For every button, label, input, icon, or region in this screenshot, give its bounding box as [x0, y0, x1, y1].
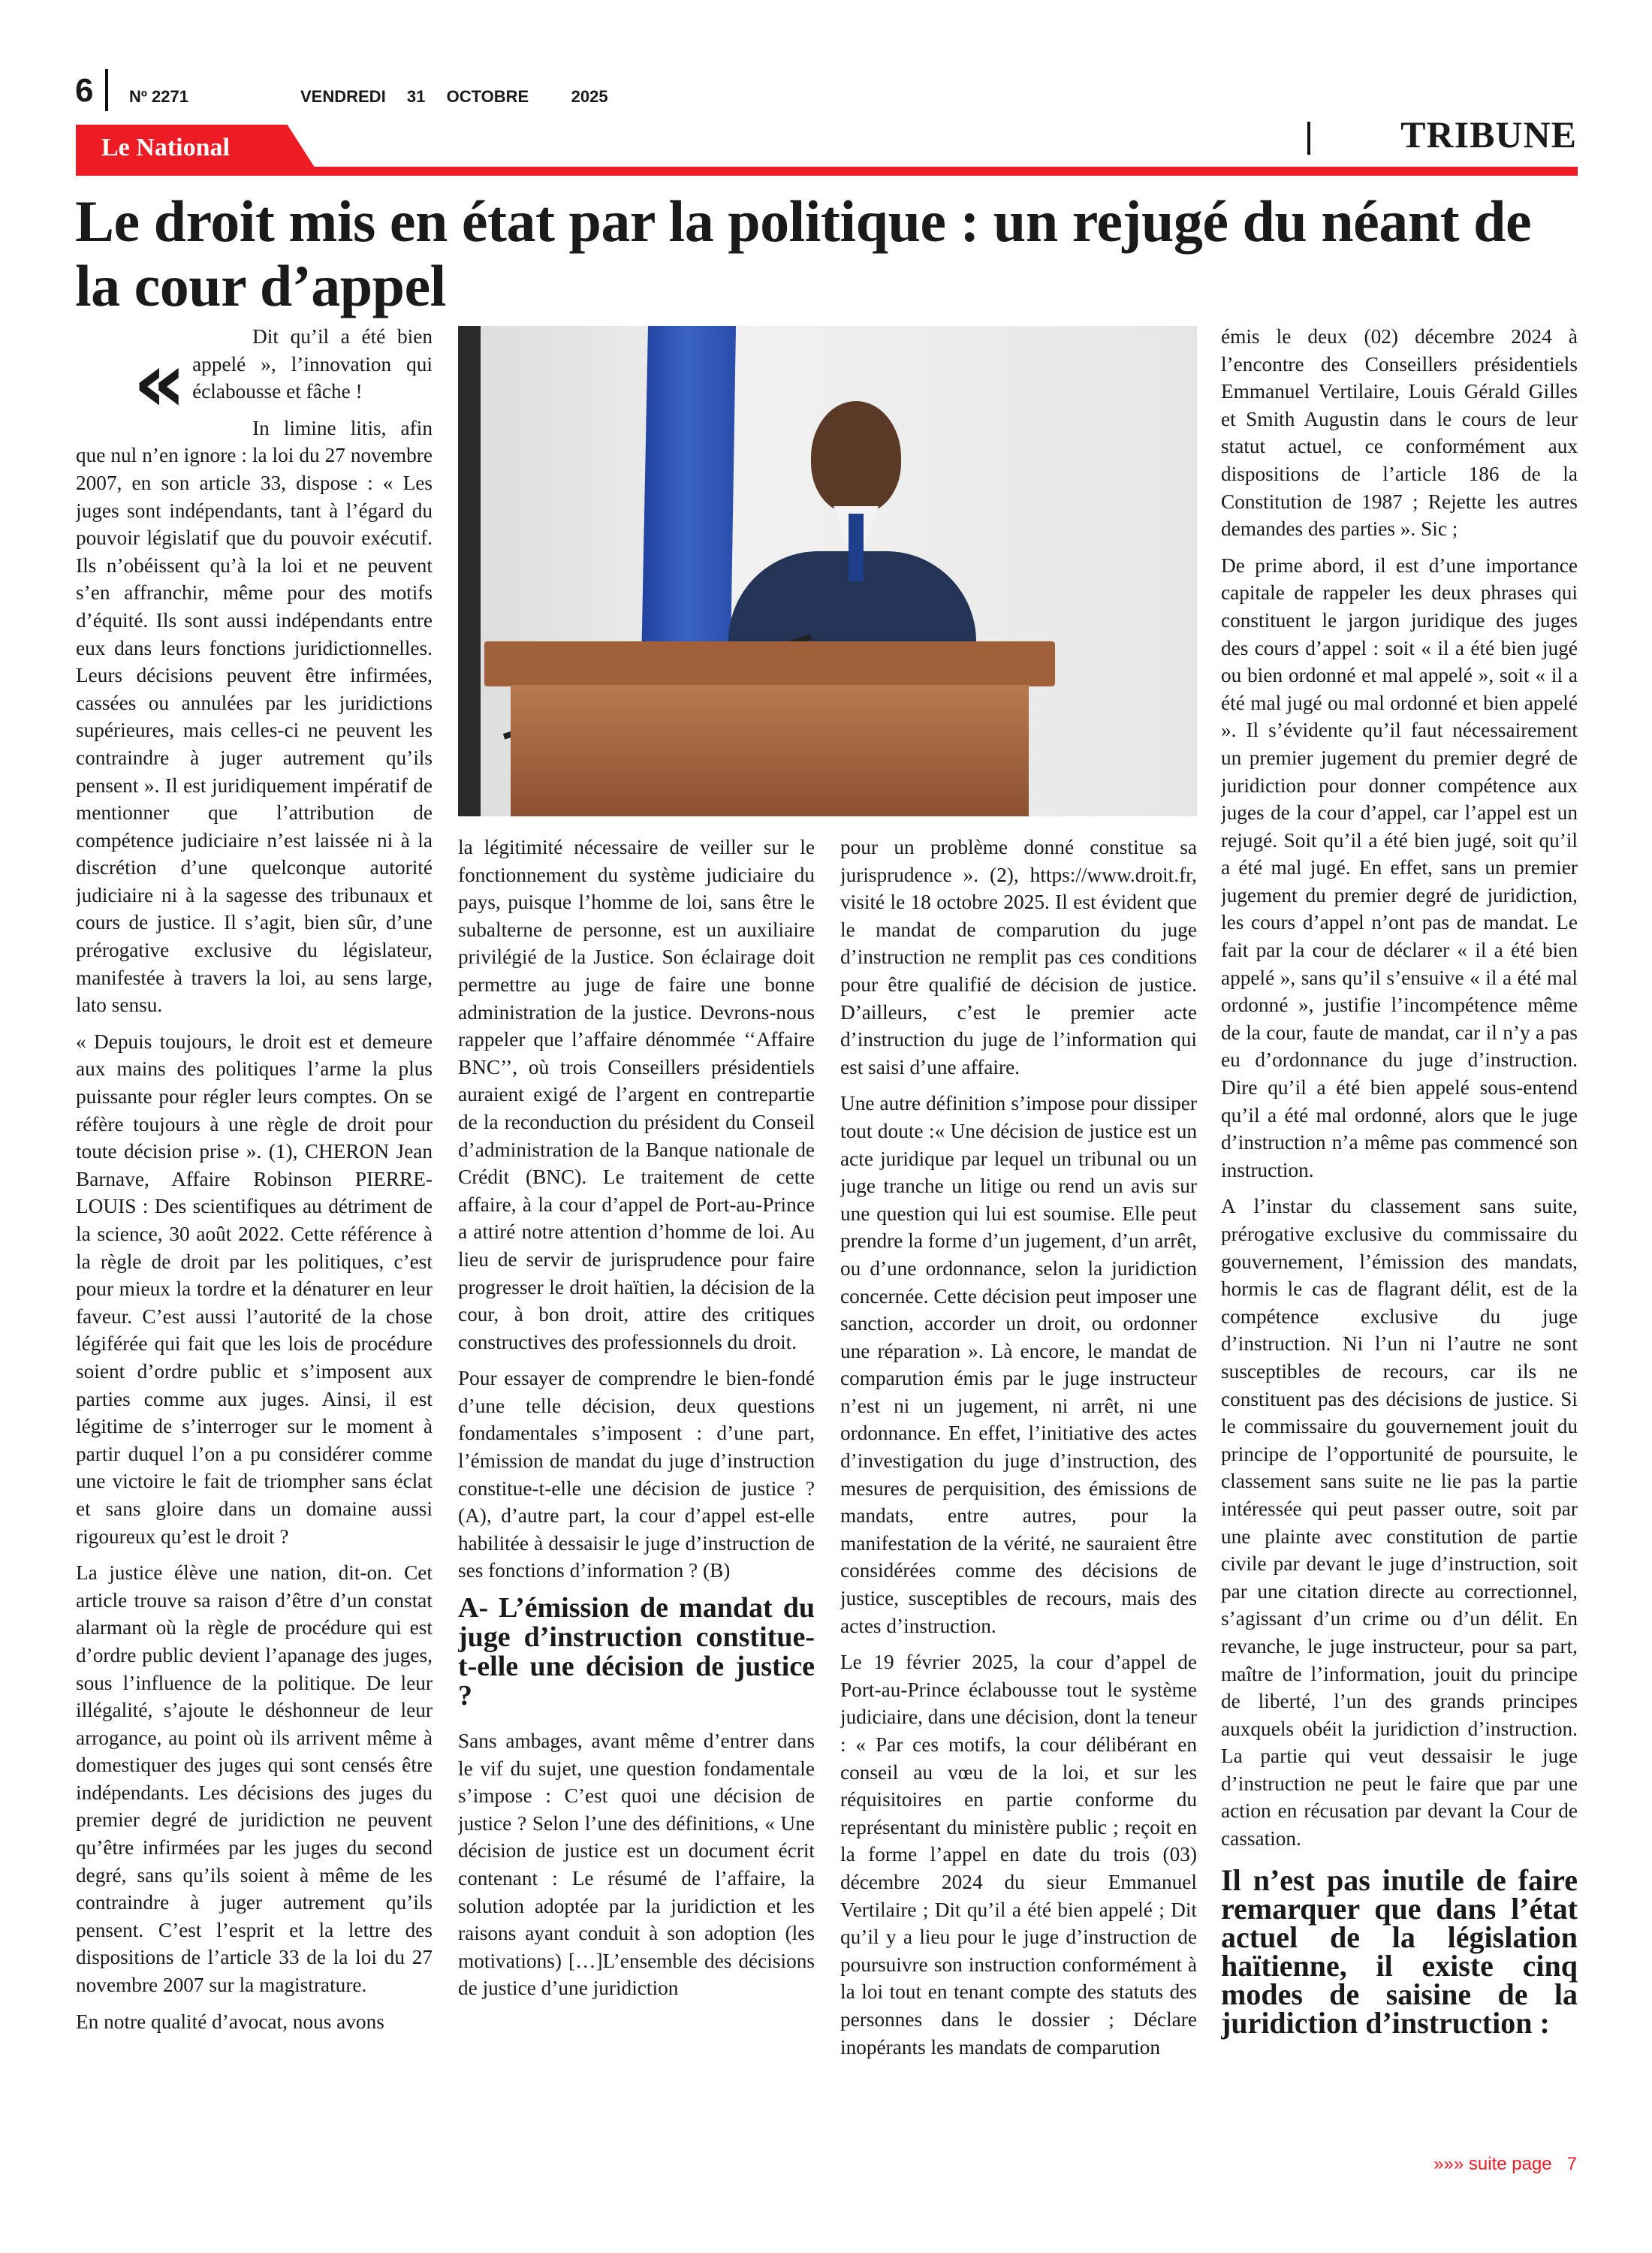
- section-title: TRIBUNE: [1400, 113, 1577, 155]
- podium-body: [511, 685, 1029, 816]
- paragraph: émis le deux (02) décembre 2024 à l’encontre des Conseillers présidentiels Emmanuel Vertilaire, Louis Gérald Gilles et Smith Augustin dans le cours de leur statut actuel, ce conformément aux dispositions de l’article 186 de la Constitution de 1987 ; Rejette les autres demandes des parties ». Sic ;: [1221, 325, 1578, 541]
- issue-date: VENDREDI 31 OCTOBRE 2025: [300, 87, 608, 106]
- paragraph: Le 19 février 2025, la cour d’appel de Port-au-Prince éclabousse tout le système judiciaire, dans une décision, dont la teneur : « Par ces motifs, la cour délibérant en conseil au vœu de la loi, et sur les réquisitoires en partie conforme du représentant du ministère public ; reçoit en la forme l’appel en date du trois (03) décembre 2024 du sieur Emmanuel Vertilaire ; Dit qu’il a été bien appelé ; Dit qu’il y a lieu pour le juge d’instruction de poursuivre son instruction conformément à la loi tout en tenant compte des statuts des personnes dans le dossier ; Déclare inopérants les mandats de comparution: [840, 1651, 1197, 2058]
- paragraph: Dit qu’il a été bien appelé », l’innovation qui éclabousse et fâche !: [192, 325, 433, 403]
- paragraph: Une autre définition s’impose pour dissiper tout doute :« Une décision de justice est un acte juridique par lequel un tribunal ou un juge tranche un litige ou rend un avis sur une question qui lui est soumise. Elle peut prendre la forme d’un jugement, d’un arrêt, ou d’une ordonnance, selon la juridiction concernée. Cette décision peut imposer une sanction, accorder un droit, ou ordonner une réparation ». Là encore, le mandat de comparution émis par le juge instructeur n’est ni un jugement, ni arrêt, ni une ordonnance. En effet, l’initiative des actes d’investigation du juge d’instruction, des mesures de perquisition, des émissions de mandats, entre autres, pour la manifestation de la vérité, ne sauraient être considérées comme des décisions de justice, susceptibles de recours, mais des actes d’instruction.: [840, 1092, 1197, 1637]
- brand-name: Le National: [101, 134, 230, 161]
- article-title: Le droit mis en état par la politique : un rejugé du néant de la cour d’appel: [75, 189, 1532, 318]
- paragraph: De prime abord, il est d’une importance capitale de rappeler les deux phrases qui constituent le jargon juridique des juges des cours d’appel : soit « il a été bien jugé ou bien ordonné et mal appelé », soit « il a été mal jugé ou mal ordonné et bien appelé ». Il s’évidente qu’il faut nécessairement un premier jugement du premier degré de juridiction pour donner compétence aux juges de la cour d’appel, car l’appel est un rejugé. Soit qu’il a été bien jugé, soit qu’il a été mal jugé. En effet, sans un premier jugement du premier degré de juridiction, les cours d’appel n’ont pas de mandat. Le fait par la cour de déclarer « il a été bien appelé », sans qu’il s’ensuive « il a été mal ordonné », justifie l’incompétence même de la cour, faute de mandat, car il n’y a pas eu d’ordonnance du juge d’instruction. Dire qu’il a été bien appelé sous-entend qu’il a été mal ordonné, alors que le juge d’instruction n’a même pas commencé son instruction.: [1221, 553, 1578, 1181]
- subheading: Il n’est pas inutile de faire remarquer que dans l’état actuel de la législation haïtienne, il existe cinq modes de saisine de la juridiction d’instruction :: [1221, 1862, 1578, 2040]
- divider: [1307, 122, 1310, 155]
- continued-label: »»» suite page: [1433, 2154, 1552, 2174]
- page-number: 6: [75, 72, 94, 109]
- divider: [105, 69, 108, 111]
- issue-number: Nº 2271: [129, 87, 188, 106]
- podium: [484, 641, 1055, 686]
- quote-mark-icon: «: [133, 334, 187, 430]
- continued-page: 7: [1566, 2154, 1577, 2174]
- paragraph: In limine litis, afin que nul n’en ignore : la loi du 27 novembre 2007, en son article 33, dispose : « Les juges sont indépendants, tant à l’égard du pouvoir législatif que du pouvoir exécutif. Ils n’obéissent qu’à la loi et ne peuvent s’en affranchir, même pour des motifs d’équité. Ils sont aussi indépendants entre eux dans leurs fonctions juridictionnelles. Leurs décisions peuvent être infirmées, cassées ou annulées par les juridictions supérieures, mais celles-ci ne peuvent les contraindre à juger autrement qu’ils pensent ». Il est juridiquement impératif de mentionner que l’attribution de compétence judiciaire n’est laissée ni à la discrétion d’une quelconque autorité judiciaire ni à la sagesse des tribunaux et cours de justice. Il s’agit, bien sûr, d’une prérogative exclusive du législateur, manifestée à travers la loi, au sens large, lato sensu.: [76, 416, 433, 1017]
- paragraph: Sans ambages, avant même d’entrer dans le vif du sujet, une question fondamentale s’impose : C’est quoi une décision de justice ? Selon l’une des définitions, « Une décision de justice est un document écrit contenant : Le résumé de l’affaire, la solution adoptée par la juridiction et les raisons ayant conduit à son adoption (les motivations) […]L’ensemble des décisions de justice d’une juridiction: [458, 1730, 815, 2000]
- subheading: A- L’émission de mandat du juge d’instruction constitue-t-elle une décision de justice ?: [458, 1592, 815, 1712]
- paragraph: Pour essayer de comprendre le bien-fondé d’une telle décision, deux questions fondamentales s’imposent : d’une part, l’émission de mandat du juge d’instruction constitue-t-elle une décision de justice ? (A), d’autre part, la cour d’appel est-elle habilitée à dessaisir le juge d’instruction de ses fonctions d’information ? (B): [458, 1367, 815, 1582]
- column-3: [840, 834, 1197, 2155]
- paragraph: La justice élève une nation, dit-on. Cet article trouve sa raison d’être d’un constat alarmant où la règle de procédure qui est d’ordre public devient l’apanage des juges, sous l’influence de la politique. De leur illégalité, s’ajoute le déshonneur de leur arrogance, au point où ils arrivent même à domestiquer des juges qui sont censés être indépendants. Les décisions des juges du premier degré de juridiction ne peuvent qu’être infirmées par les juges du second degré, sans qu’ils soient à même de les contraindre à juger autrement qu’ils pensent. C’est l’esprit et la lettre des dispositions de l’article 33 de la loi du 27 novembre 2007 sur la magistrature.: [76, 1561, 433, 1997]
- continued-link[interactable]: [1433, 2154, 1577, 2175]
- speaker-head: [811, 401, 901, 514]
- paragraph: pour un problème donné constitue sa jurisprudence ». (2), https://www.droit.fr, visité le 18 octobre 2025. Il est évident que le mandat de comparution du juge d’instruction ne remplit pas ces conditions pour être qualifié de décision de justice. D’ailleurs, c’est le premier acte d’instruction du juge de l’information qui est saisi d’une affaire.: [840, 836, 1197, 1078]
- column-2: [458, 834, 815, 2155]
- paragraph: A l’instar du classement sans suite, prérogative exclusive du commissaire du gouvernement, l’émission des mandats, hormis le cas de flagrant délit, est de la compétence exclusive du juge d’instruction. Ni l’un ni l’autre ne sont susceptibles de recours, car ils ne constituent pas des décisions de justice. Si le commissaire du gouvernement jouit du principe de l’opportunité de poursuite, le classement sans suite ne lie pas la partie intéressée qui peut passer outre, soit par une plainte avec constitution de partie civile par devant le juge d’instruction, soit par une citation directe au correctionnel, s’agissant d’un crime ou d’un délit. En revanche, le juge instructeur, pour sa part, maître de l’information, jouit du principe de liberté, l’un des grands principes auxquels obéit la juridiction d’instruction. La partie qui veut dessaisir le juge d’instruction ne peut le faire que par une action en récusation par devant la Cour de cassation.: [1221, 1195, 1578, 1850]
- paragraph: la légitimité nécessaire de veiller sur le fonctionnement du système judiciaire du pays, puisque l’homme de loi, sans être le subalterne de personne, est un auxiliaire privilégié de la Justice. Son éclairage doit permettre au juge de faire une bonne administration de la justice. Devrons-nous rappeler que l’affaire dénommée ‘‘Affaire BNC’’, où trois Conseillers présidentiels auraient exigé de l’argent en contrepartie de la reconduction du président du Conseil d’administration de la Banque nationale de Crédit (BNC). Le traitement de cette affaire, à la cour d’appel de Port-au-Prince a attiré notre attention d’homme de loi. Au lieu de servir de jurisprudence pour faire progresser le droit haïtien, la décision de la cour, à bon droit, attire des critiques constructives des professionnels du droit.: [458, 836, 815, 1353]
- paragraph: « Depuis toujours, le droit est et demeure aux mains des politiques l’arme la plus puissante pour régler leurs comptes. On se réfère toujours à une règle de droit pour toute décision prise ». (1), CHERON Jean Barnave, Affaire Robinson PIERRE-LOUIS : Des scientifiques au détriment de la science, 30 août 2022. Cette référence à la règle de droit par les politiques, c’est pour mieux la tordre et la dénaturer en leur faveur. C’est aussi l’autorité de la chose légiférée qui fait que les lois de procédure soient d’ordre public et s’imposent aux parties comme aux juges. Ainsi, il est légitime de s’interroger sur le moment à partir duquel l’on a pu considérer comme une victoire le fait de triompher sans éclat et sans gloire dans un domaine aussi rigoureux qu’est le droit ?: [76, 1030, 433, 1548]
- column-1: [76, 323, 433, 2155]
- paragraph: En notre qualité d’avocat, nous avons: [76, 2010, 384, 2033]
- header-rule: [76, 167, 1578, 176]
- column-4: [1221, 323, 1578, 2155]
- article-photo: [458, 326, 1197, 816]
